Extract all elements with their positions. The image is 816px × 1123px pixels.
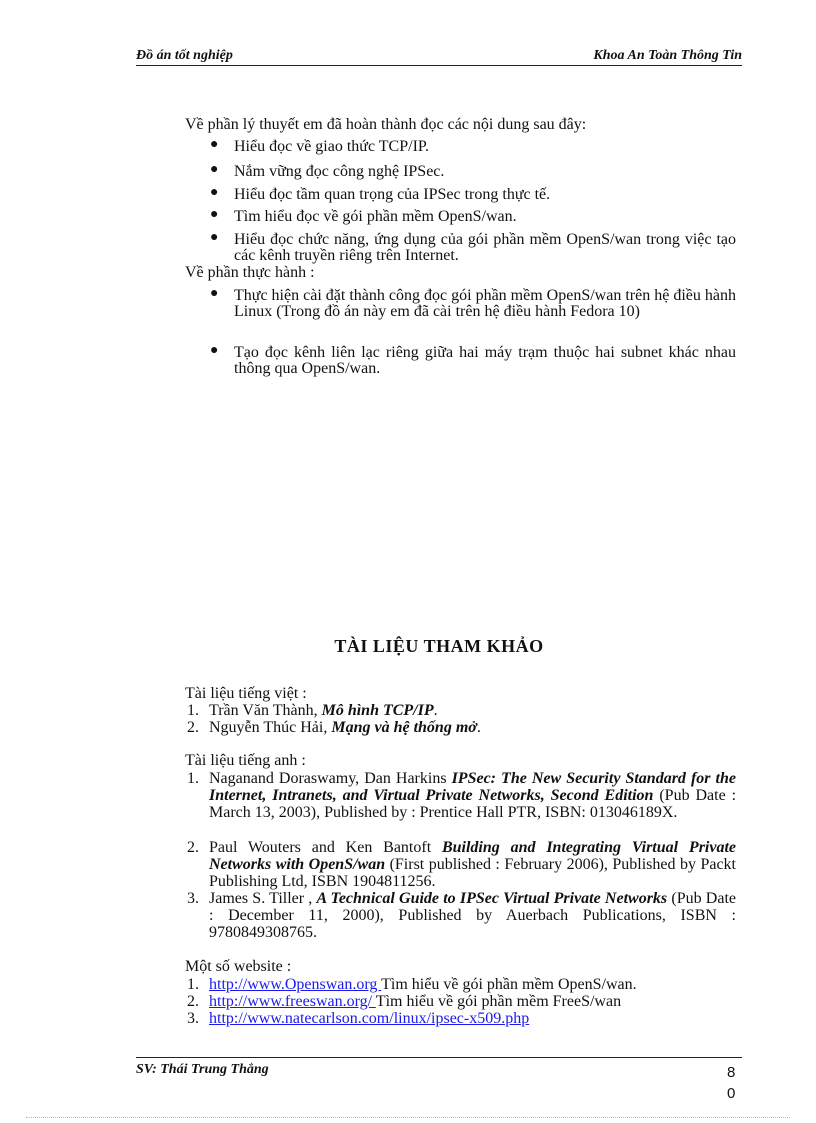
web-reference [209, 1010, 736, 1027]
en-heading: Tài liệu tiếng anh : [185, 752, 306, 769]
vn-heading: Tài liệu tiếng việt : [185, 685, 307, 702]
page-header [136, 47, 742, 66]
web-reference: http://www.freeswan.org/ Tìm hiểu về gói phần mềm FreeS/wan [209, 993, 622, 1010]
bullet-icon: ● [210, 230, 219, 245]
header-right: Khoa An Toàn Thông Tin [593, 48, 742, 63]
en-reference: Paul Wouters and Ken Bantoft Building and Integrating Virtual Private Networks with OpenS/wan (First published : February 2006), Published by Packt Publishing Ltd, ISBN 1904811256. [209, 839, 737, 890]
web-heading: Một số website : [185, 958, 292, 975]
bullet-icon: ● [210, 162, 219, 177]
theory-intro: Về phần lý thuyết em đã hoàn thành đọc các nội dung sau đây: [185, 116, 587, 133]
list-number: 1. [187, 770, 199, 787]
list-number: 1. [187, 976, 199, 993]
list-number: 3. [187, 890, 199, 907]
theory-item: Hiểu đọc chức năng, ứng dụng của gói phần mềm OpenS/wan trong việc tạo các kênh truyền riêng trên Internet. [234, 231, 736, 264]
page-number-top: 8 [727, 1064, 736, 1081]
en-reference: James S. Tiller , A Technical Guide to IPSec Virtual Private Networks (Pub Date : December 11, 2000), Published by Auerbach Publications, ISBN : 9780849308765. [209, 890, 737, 941]
theory-item: Tìm hiểu đọc về gói phần mềm OpenS/wan. [234, 208, 517, 225]
web-reference: http://www.Openswan.org Tìm hiểu về gói phần mềm OpenS/wan. [209, 976, 637, 993]
website-link[interactable]: http://www.Openswan.org [209, 976, 382, 993]
bullet-icon: ● [210, 137, 219, 152]
practice-intro: Về phần thực hành : [185, 264, 315, 281]
list-number: 3. [187, 1010, 199, 1027]
page-number-bottom: 0 [727, 1085, 736, 1102]
student-name: SV: Thái Trung Thắng [136, 1062, 269, 1077]
vn-reference: Nguyễn Thúc Hải, Mạng và hệ thống mở. [209, 719, 481, 736]
theory-item: Hiểu đọc tầm quan trọng của IPSec trong thực tế. [234, 186, 551, 203]
en-reference: Naganand Doraswamy, Dan Harkins IPSec: The New Security Standard for the Internet, Intranets, and Virtual Private Networks, Second Edition (Pub Date : March 13, 2003), Published by : Prentice Hall PTR, ISBN: 013046189X. [209, 770, 737, 821]
list-number: 2. [187, 719, 199, 736]
website-link[interactable]: http://www.natecarlson.com/linux/ipsec-x509.php [209, 1010, 530, 1027]
header-left: Đồ án tốt nghiệp [136, 48, 233, 63]
theory-item: Nắm vững đọc công nghệ IPSec. [234, 163, 445, 180]
list-number: 2. [187, 839, 199, 856]
page-footer [136, 1057, 742, 1077]
bullet-icon: ● [210, 207, 219, 222]
references-title: TÀI LIỆU THAM KHẢO [334, 636, 544, 656]
page-edge-divider [26, 1117, 790, 1118]
bullet-icon: ● [210, 185, 219, 200]
list-number: 2. [187, 993, 199, 1010]
website-link[interactable]: http://www.freeswan.org/ [209, 993, 376, 1010]
list-number: 1. [187, 702, 199, 719]
vn-reference: Trần Văn Thành, Mô hình TCP/IP. [209, 702, 438, 719]
practice-item: Thực hiện cài đặt thành công đọc gói phần mềm OpenS/wan trên hệ điều hành Linux (Trong đồ án này em đã cài trên hệ điều hành Fedora 10) [234, 287, 736, 320]
bullet-icon: ● [210, 286, 219, 301]
theory-item: Hiểu đọc về giao thức TCP/IP. [234, 138, 430, 155]
practice-item: Tạo đọc kênh liên lạc riêng giữa hai máy trạm thuộc hai subnet khác nhau thông qua OpenS/wan. [234, 344, 736, 377]
bullet-icon: ● [210, 343, 219, 358]
